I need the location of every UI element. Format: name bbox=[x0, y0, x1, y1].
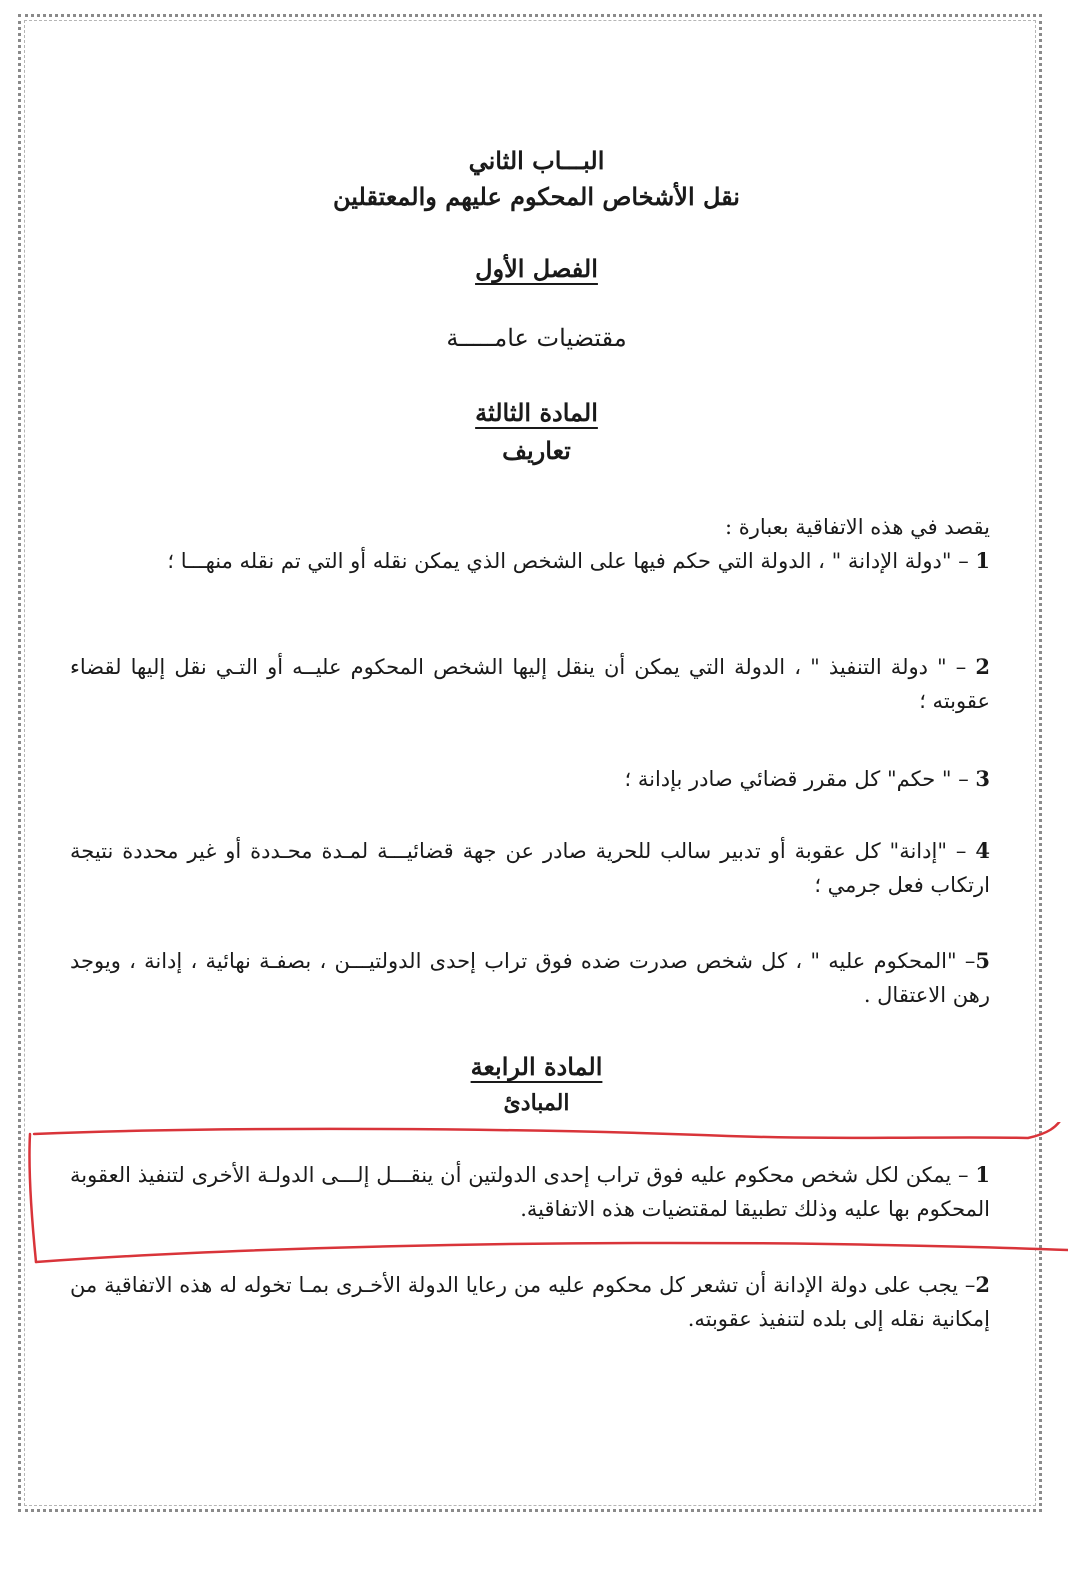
item-number: 5 bbox=[975, 948, 991, 973]
item-number: 4 bbox=[975, 838, 990, 863]
item-text: – "إدانة" كل عقوبة أو تدبير سالب للحرية صادر عن جهة قضائيـــة لمـدة محـددة أو غير محددة نتيجة ارتكاب فعل جرمي ؛ bbox=[70, 839, 990, 897]
chapter-title-wrap bbox=[0, 254, 1073, 283]
article4-item-2 bbox=[70, 1268, 990, 1336]
article4-title: المادة الرابعة bbox=[470, 1052, 603, 1081]
article3-item-2 bbox=[70, 650, 990, 718]
item-number: 2 bbox=[975, 1272, 991, 1297]
article3-item-1 bbox=[70, 544, 990, 578]
chapter-title: الفصل الأول bbox=[475, 254, 598, 283]
part-title: البـــاب الثاني bbox=[468, 146, 605, 175]
item-number: 1 bbox=[975, 1162, 990, 1187]
item-number: 2 bbox=[975, 654, 990, 679]
article3-subtitle: تعاريف bbox=[502, 436, 571, 465]
article4-title-wrap bbox=[0, 1052, 1073, 1081]
item-text: – يجب على دولة الإدانة أن تشعر كل محكوم عليه من رعايا الدولة الأخـرى بمـا تخوله له هذه الاتفاقية من إمكانية نقله إلى بلده لتنفيذ عقوبته. bbox=[70, 1273, 990, 1331]
article3-item-5 bbox=[70, 944, 990, 1012]
item-number: 1 bbox=[975, 548, 990, 573]
article3-title: المادة الثالثة bbox=[475, 398, 598, 427]
item-text: – يمكن لكل شخص محكوم عليه فوق تراب إحدى الدولتين أن ينقـــل إلـــى الدولـة الأخرى لتنفيذ العقوبة المحكوم بها عليه وذلك تطبيقا لمقتضيات هذه الاتفاقية. bbox=[70, 1163, 990, 1221]
item-text: – " دولة التنفيذ " ، الدولة التي يمكن أن ينقل إليها الشخص المحكوم عليــه أو التـي نقل إليها لقضاء عقوبته ؛ bbox=[70, 655, 990, 713]
article4-subtitle: المبادئ bbox=[503, 1090, 570, 1116]
article3-item-3 bbox=[70, 762, 990, 796]
article4-item-1 bbox=[70, 1158, 990, 1226]
item-number: 3 bbox=[975, 766, 990, 791]
article3-item-4 bbox=[70, 834, 990, 902]
item-text: – "المحكوم عليه " ، كل شخص صدرت ضده فوق تراب إحدى الدولتيـــن ، بصفـة نهائية ، إدانة ، ويوجد رهن الاعتقال . bbox=[70, 949, 990, 1007]
part-subtitle: نقل الأشخاص المحكوم عليهم والمعتقلين bbox=[333, 182, 740, 211]
article3-intro: يقصد في هذه الاتفاقية بعبارة : bbox=[725, 515, 990, 539]
chapter-heading: مقتضيات عامـــــة bbox=[446, 324, 627, 352]
article3-title-wrap bbox=[0, 398, 1073, 427]
item-text: – " حكم" كل مقرر قضائي صادر بإدانة ؛ bbox=[624, 767, 976, 791]
item-text: – "دولة الإدانة " ، الدولة التي حكم فيها على الشخص الذي يمكن نقله أو التي تم نقله منهـــا ؛ bbox=[167, 549, 976, 573]
